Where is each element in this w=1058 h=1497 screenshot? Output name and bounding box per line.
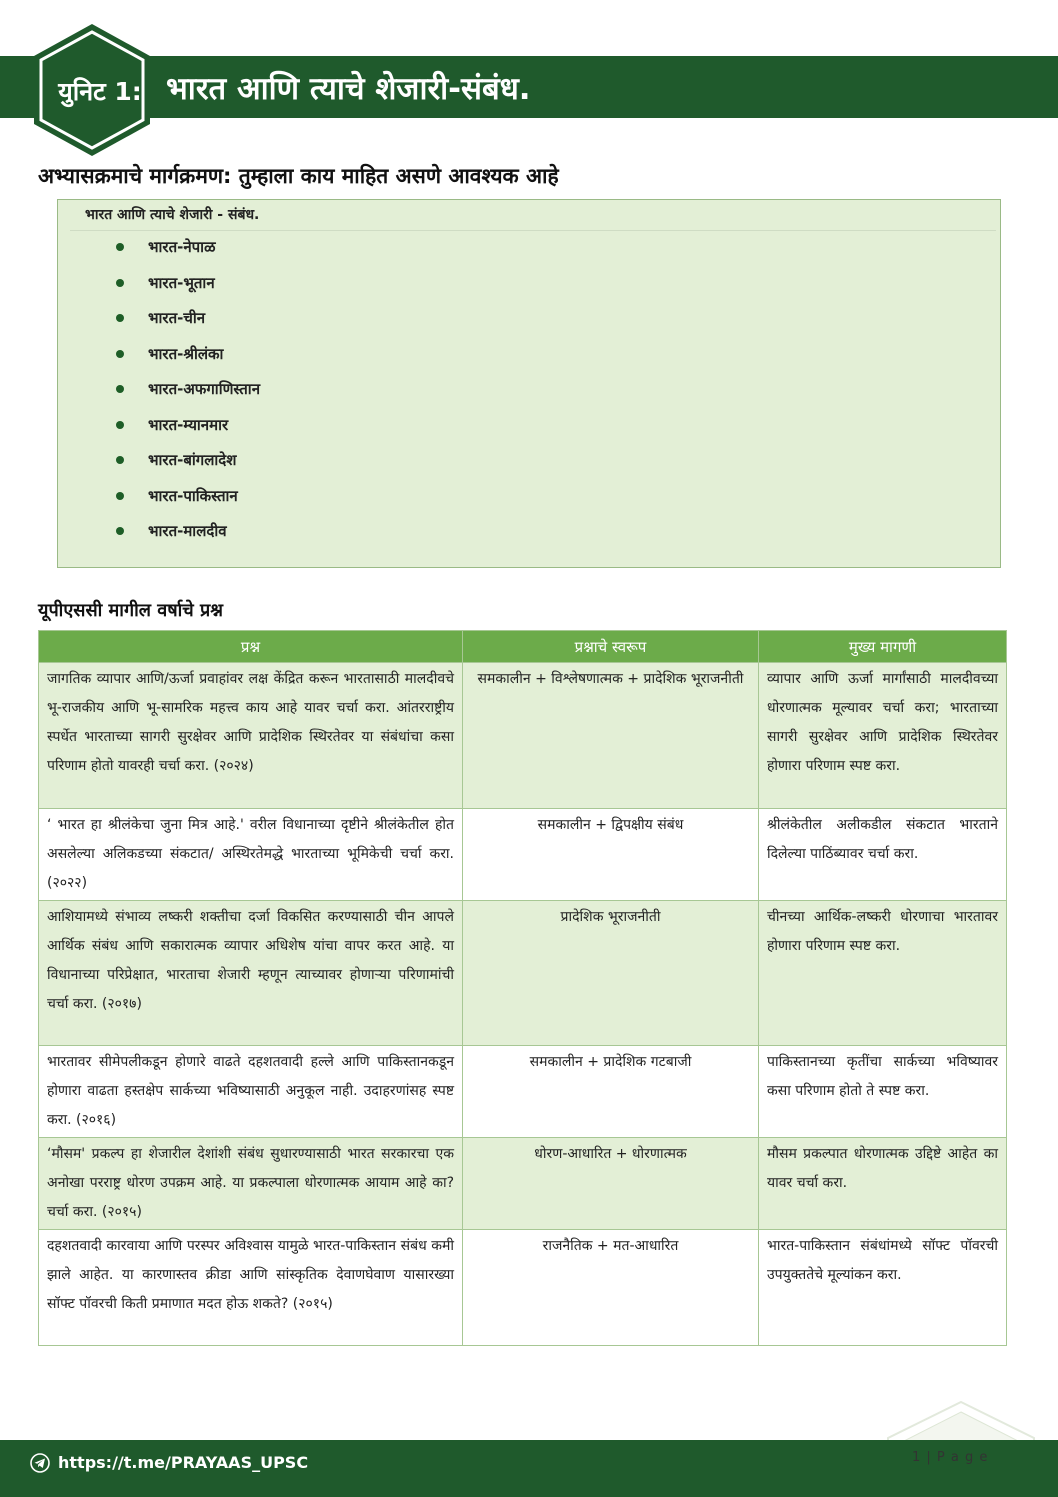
nature-cell: धोरण-आधारित + धोरणात्मक xyxy=(463,1138,759,1230)
demand-cell: पाकिस्तानच्या कृतींचा सार्कच्या भविष्यावर कसा परिणाम होतो ते स्पष्ट करा. xyxy=(759,1046,1007,1138)
list-item: भारत-श्रीलंका xyxy=(116,341,260,377)
demand-cell: भारत-पाकिस्तान संबंधांमध्ये सॉफ्ट पॉवरची उपयुक्ततेचे मूल्यांकन करा. xyxy=(759,1230,1007,1346)
syllabus-heading: अभ्यासक्रमाचे मार्गक्रमण: तुम्हाला काय माहित असणे आवश्यक आहे xyxy=(38,164,559,188)
bullet-icon xyxy=(116,243,124,251)
divider xyxy=(70,230,996,231)
telegram-icon xyxy=(30,1453,50,1473)
table-row xyxy=(39,1138,1007,1230)
syllabus-box-title: भारत आणि त्याचे शेजारी - संबंध. xyxy=(85,207,260,223)
question-cell: आशियामध्ये संभाव्य लष्करी शक्तीचा दर्जा विकसित करण्यासाठी चीन आपले आर्थिक संबंध आणि सकारात्मक व्यापार अधिशेष यांचा वापर करत आहे. या विधानाच्या परिप्रेक्षात, भारताचा शेजारी म्हणून त्याच्यावर होणाऱ्या परिणामांची चर्चा करा. (२०१७) xyxy=(39,901,463,1046)
column-header-question: प्रश्न xyxy=(39,631,463,663)
list-item: भारत-बांगलादेश xyxy=(116,447,260,483)
bullet-icon xyxy=(116,314,124,322)
demand-cell: मौसम प्रकल्पात धोरणात्मक उद्दिष्टे आहेत का यावर चर्चा करा. xyxy=(759,1138,1007,1230)
list-item: भारत-अफगाणिस्तान xyxy=(116,376,260,412)
bullet-icon xyxy=(116,421,124,429)
page-number: 1 | P a g e xyxy=(912,1450,989,1465)
bullet-icon xyxy=(116,527,124,535)
unit-label: युनिट 1: xyxy=(58,77,142,106)
syllabus-list xyxy=(116,234,260,554)
nature-cell: राजनैतिक + मत-आधारित xyxy=(463,1230,759,1346)
table-row xyxy=(39,663,1007,809)
table-header-row xyxy=(39,631,1007,663)
demand-cell: चीनच्या आर्थिक-लष्करी धोरणाचा भारतावर होणारा परिणाम स्पष्ट करा. xyxy=(759,901,1007,1046)
page-title: भारत आणि त्याचे शेजारी-संबंध. xyxy=(166,71,531,107)
list-item: भारत-म्यानमार xyxy=(116,412,260,448)
demand-cell: श्रीलंकेतील अलीकडील संकटात भारताने दिलेल्या पाठिंब्यावर चर्चा करा. xyxy=(759,809,1007,901)
question-cell: ‘मौसम' प्रकल्प हा शेजारील देशांशी संबंध सुधारण्यासाठी भारत सरकारचा एक अनोखा परराष्ट्र धोरण उपक्रम आहे. या प्रकल्पाला धोरणात्मक आयाम आहे का? चर्चा करा. (२०१५) xyxy=(39,1138,463,1230)
list-item: भारत-पाकिस्तान xyxy=(116,483,260,519)
question-cell: दहशतवादी कारवाया आणि परस्पर अविश्वास यामुळे भारत-पाकिस्तान संबंध कमी झाले आहेत. या कारणास्तव क्रीडा आणि सांस्कृतिक देवाणघेवाण यासारख्या सॉफ्ट पॉवरची किती प्रमाणात मदत होऊ शकते? (२०१५) xyxy=(39,1230,463,1346)
demand-cell: व्यापार आणि ऊर्जा मार्गांसाठी मालदीवच्या धोरणात्मक मूल्यावर चर्चा करा; भारताच्या सागरी सुरक्षेवर आणि प्रादेशिक स्थिरतेवर होणारा परिणाम स्पष्ट करा. xyxy=(759,663,1007,809)
table-row xyxy=(39,1046,1007,1138)
column-header-demand: मुख्य मागणी xyxy=(759,631,1007,663)
syllabus-box xyxy=(57,199,1001,568)
nature-cell: समकालीन + विश्लेषणात्मक + प्रादेशिक भूराजनीती xyxy=(463,663,759,809)
nature-cell: समकालीन + प्रादेशिक गटबाजी xyxy=(463,1046,759,1138)
table-row xyxy=(39,1230,1007,1346)
list-item: भारत-चीन xyxy=(116,305,260,341)
bullet-icon xyxy=(116,456,124,464)
bullet-icon xyxy=(116,492,124,500)
nature-cell: प्रादेशिक भूराजनीती xyxy=(463,901,759,1046)
bullet-icon xyxy=(116,279,124,287)
question-cell: भारतावर सीमेपलीकडून होणारे वाढते दहशतवादी हल्ले आणि पाकिस्तानकडून होणारा वाढता हस्तक्षेप सार्कच्या भविष्यासाठी अनुकूल नाही. उदाहरणांसह स्पष्ट करा. (२०१६) xyxy=(39,1046,463,1138)
bullet-icon xyxy=(116,350,124,358)
list-item: भारत-मालदीव xyxy=(116,518,260,554)
column-header-nature: प्रश्नाचे स्वरूप xyxy=(463,631,759,663)
question-cell: ‘ भारत हा श्रीलंकेचा जुना मित्र आहे.' वरील विधानाच्या दृष्टीने श्रीलंकेतील होत असलेल्या अलिकडच्या संकटात/ अस्थिरतेमद्धे भारताच्या भूमिकेची चर्चा करा. (२०२२) xyxy=(39,809,463,901)
nature-cell: समकालीन + द्विपक्षीय संबंध xyxy=(463,809,759,901)
table-row xyxy=(39,809,1007,901)
pyq-heading: यूपीएससी मागील वर्षाचे प्रश्न xyxy=(38,600,223,621)
bullet-icon xyxy=(116,385,124,393)
pyq-table xyxy=(38,630,1007,1346)
table-row xyxy=(39,901,1007,1046)
question-cell: जागतिक व्यापार आणि/ऊर्जा प्रवाहांवर लक्ष केंद्रित करून भारतासाठी मालदीवचे भू-राजकीय आणि भू-सामरिक महत्त्व काय आहे यावर चर्चा करा. आंतरराष्ट्रीय स्पर्धेत भारताच्या सागरी सुरक्षेवर आणि प्रादेशिक स्थिरतेवर या संबंधांचा कसा परिणाम होतो यावरही चर्चा करा. (२०२४) xyxy=(39,663,463,809)
telegram-link[interactable]: https://t.me/PRAYAAS_UPSC xyxy=(58,1453,309,1472)
list-item: भारत-नेपाळ xyxy=(116,234,260,270)
list-item: भारत-भूतान xyxy=(116,270,260,306)
